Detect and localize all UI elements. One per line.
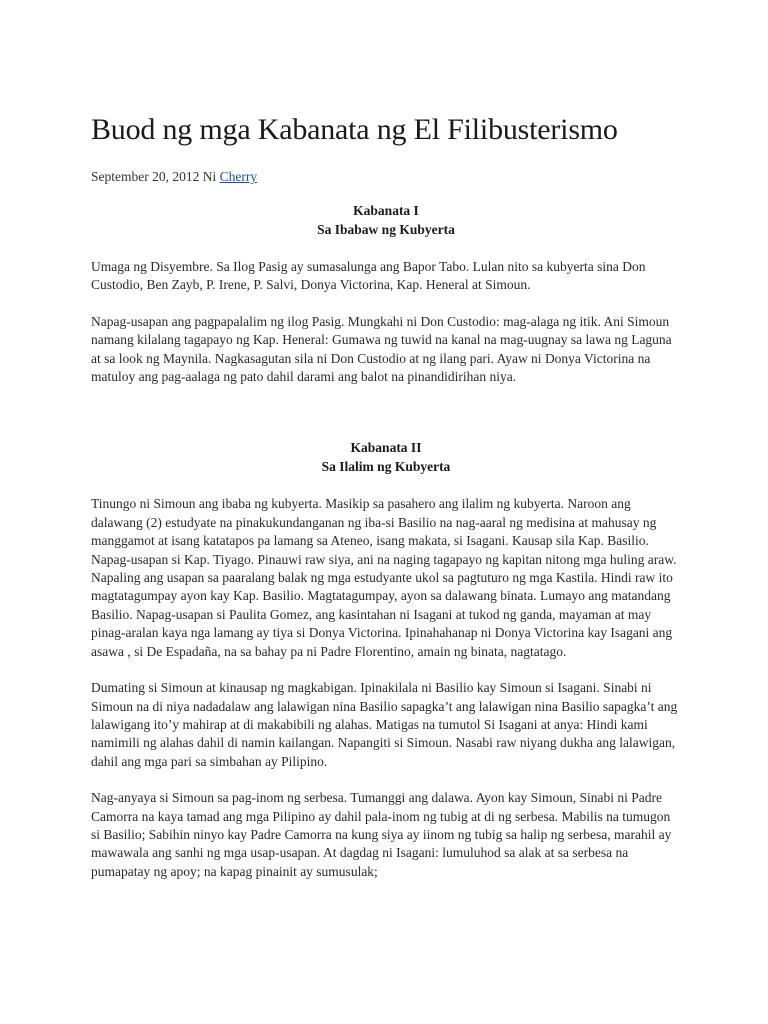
chapter-heading <box>91 201 681 239</box>
paragraph: Dumating si Simoun at kinausap ng magkabigan. Ipinakilala ni Basilio kay Simoun si Isagani. Sinabi ni Simoun na di niya nadadalaw ang lalawigan nina Basilio sapagka’t ang lalawigan nina Basilio sapagka’t ang lalawigang ito’y mahirap at di makabibili ng alahas. Matigas na tumutol Si Isagani at anya: Hindi kami namimili ng alahas dahil di namin kailangan. Napangiti si Simoun. Nasabi raw niyang dukha ang lalawigan, dahil ang mga pari sa simbahan ay Pilipino. <box>91 680 678 769</box>
page-title: Buod ng mga Kabanata ng El Filibusterismo <box>91 113 618 146</box>
post-date: September 20, 2012 <box>91 169 200 184</box>
paragraph: Nag-anyaya si Simoun sa pag-inom ng serbesa. Tumanggi ang dalawa. Ayon kay Simoun, Sinabi ni Padre Camorra na kaya tamad ang mga Pilipino ay dahil pala-inom ng tubig at di ng serbesa. Mabilis na tumugon si Basilio; Sabihin ninyo kay Padre Camorra na kung siya ay iinom ng tubig sa halip ng serbesa, marahil ay mawawala ang sanhi ng mga usap-usapan. At dagdag ni Isagani: lumuluhod sa alak at sa serbesa na pumapatay ng apoy; na kapag pinainit ay sumusulak; <box>91 790 672 879</box>
byline-prefix: Ni <box>202 169 217 184</box>
paragraph: Napag-usapan ang pagpapalalim ng ilog Pasig. Mungkahi ni Don Custodio: mag-alaga ng itik. Ani Simoun namang kilalang tagapayo ng Kap. Heneral: Gumawa ng tuwid na kanal na mag-uugnay sa lawa ng Laguna at sa look ng Maynila. Nagkasagutan sila ni Don Custodio at ng ilang pari. Ayaw ni Donya Victorina na matuloy ang pag-aalaga ng pato dahil darami ang balot na pinandidirihan niya. <box>91 313 672 385</box>
article <box>91 108 681 881</box>
chapter-subtitle: Sa Ilalim ng Kubyerta <box>321 459 451 475</box>
chapter-number: Kabanata II <box>350 440 422 456</box>
chapter-heading <box>91 438 681 476</box>
article-meta <box>91 168 681 186</box>
chapter-subtitle: Sa Ibabaw ng Kubyerta <box>317 222 455 237</box>
paragraph: Tinungo ni Simoun ang ibaba ng kubyerta. Masikip sa pasahero ang ilalim ng kubyerta. Naroon ang dalawang (2) estudyate na pinakukundanganan ng iba-si Basilio na nag-aaral ng medisina at mahusay ng manggamot at isang katatapos pa lamang sa Ateneo, isang makata, si Isagani. Kausap sila Kap. Basilio. Napag-usapan si Kap. Tiyago. Pinauwi raw siya, ani na naging tagapayo ng kapitan nitong mga huling araw. Napaling ang usapan sa paaralang balak ng mga estudyante ukol sa pagtuturo ng mga Kastila. Hindi raw ito magtatagumpay ayon kay Kap. Basilio. Magtatagumpay, ayon sa dalawang binata. Lumayo ang matandang Basilio. Napag-usapan si Paulita Gomez, ang kasintahan ni Isagani at tukod ng ganda, mayaman at may pinag-aralan kaya nga lamang ay tiya si Donya Victorina. Ipinahahanap ni Donya Victorina kay Isagani ang asawa , si De Espadaña, na sa bahay pa ni Padre Florentino, amain ng binata, nagtatago. <box>91 496 677 659</box>
chapter-number: Kabanata I <box>353 203 419 218</box>
author-link[interactable]: Cherry <box>219 169 258 184</box>
paragraph: Umaga ng Disyembre. Sa Ilog Pasig ay sumasalunga ang Bapor Tabo. Lulan nito sa kubyerta sina Don Custodio, Ben Zayb, P. Irene, P. Salvi, Donya Victorina, Kap. Heneral at Simoun. <box>91 259 646 293</box>
